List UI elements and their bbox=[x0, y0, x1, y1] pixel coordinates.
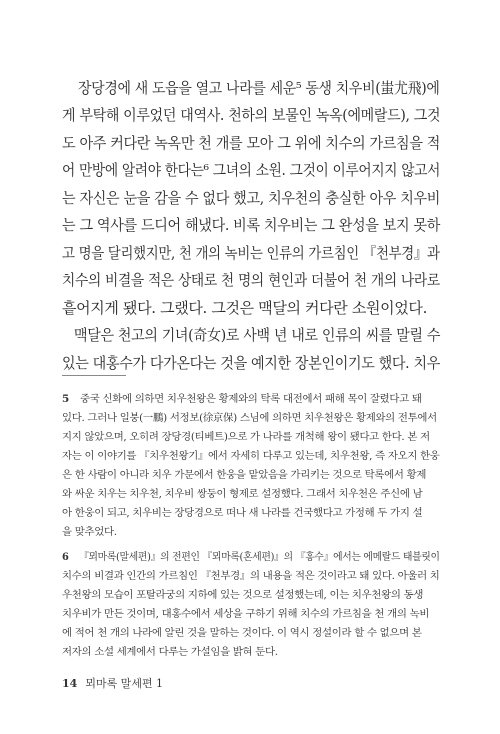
footnote-5-line: 지지 않았으며, 오히려 장당경(티베트)으로 가 나라를 개척해 왕이 됐다고 한다. 본 저 bbox=[62, 431, 430, 443]
page-footer bbox=[62, 675, 163, 691]
footnote-5-line: 아 한웅이 되고, 치우비는 장당경으로 떠나 새 나라를 건국했다고 가정해 두 가지 설 bbox=[62, 507, 423, 519]
footnote-5-line: 자는 이 이야기를 『치우천왕기』에서 자세히 다루고 있는데, 치우천왕, 즉 자오지 한웅 bbox=[62, 450, 440, 462]
footnote-text: 중국 신화에 의하면 치우천왕은 황제와의 탁록 대전에서 패해 목이 잘렸다고 돼 bbox=[80, 393, 422, 405]
body-line: 어 만방에 알려야 한다는⁶ 그녀의 소원. 그것이 이루어지지 않고서 bbox=[62, 161, 441, 179]
footnote-5-line: 와 싸운 치우는 치우천, 치우비 쌍둥이 형제로 설정했다. 그래서 치우천은 주신에 남 bbox=[62, 488, 423, 500]
footnote-6-line bbox=[62, 550, 440, 564]
body-line: 도 아주 커다란 녹옥만 천 개를 모아 그 위에 치수의 가르침을 적 bbox=[62, 134, 441, 152]
body-line: 장당경에 새 도읍을 열고 나라를 세운⁵ 동생 치우비(蚩尤飛)에 bbox=[78, 79, 440, 97]
body-line: 고 명을 달리했지만, 천 개의 녹비는 인류의 가르침인 『천부경』과 bbox=[62, 244, 440, 262]
body-line: 치수의 비결을 적은 상태로 천 명의 현인과 더불어 천 개의 나라로 bbox=[62, 271, 440, 289]
footnote-5-line: 을 맞추었다. bbox=[62, 526, 117, 538]
body-line: 게 부탁해 이루었던 대역사. 천하의 보물인 녹옥(에메랄드), 그것 bbox=[62, 106, 441, 124]
book-title: 뫼마록 말세편 1 bbox=[85, 677, 164, 690]
body-line: 는 자신은 눈을 감을 수 없다 했고, 치우천의 충실한 아우 치우비 bbox=[62, 189, 441, 207]
footnote-6-line: 에 적어 천 개의 나라에 알린 것을 말하는 것이다. 이 역시 정설이라 할 수 없으며 본 bbox=[62, 627, 422, 639]
footnote-6-line: 우천왕의 모습이 포탈라궁의 지하에 있는 것으로 설정했는데, 이는 치우천왕의 동생 bbox=[62, 589, 424, 601]
body-line: 있는 대홍수가 다가온다는 것을 예지한 장본인이기도 했다. 치우 bbox=[62, 354, 441, 372]
footnote-6-line: 치수의 비결과 인간의 가르침인 『천부경』의 내용을 적은 것이라고 돼 있다. 아울러 치 bbox=[62, 570, 440, 582]
footnote-5-line: 있다. 그러나 일붕(一鵬) 서정보(徐京保) 스님에 의하면 치우천왕은 황제와의 전투에서 bbox=[62, 412, 437, 424]
footnote-6-line: 치우비가 만든 것이며, 대홍수에서 세상을 구하기 위해 치수의 가르침을 천 개의 녹비 bbox=[62, 608, 430, 620]
page-number: 14 bbox=[62, 677, 78, 690]
body-line: 맥달은 천고의 기녀(奇女)로 사백 년 내로 인류의 씨를 말릴 수 bbox=[74, 326, 441, 344]
footnote-5-line bbox=[62, 392, 422, 406]
footnote-5-line: 은 한 사람이 아니라 치우 가문에서 한웅을 맡았음을 가리키는 것으로 탁록에서 황제 bbox=[62, 469, 427, 481]
footnote-number: 5 bbox=[62, 393, 69, 405]
footnote-text: 『뫼마록(말세편)』의 전편인 『뫼마록(혼세편)』의 『홍수』에서는 에메랄드 태블릿이 bbox=[78, 551, 440, 563]
body-line: 흩어지게 됐다. 그랬다. 그것은 맥달의 커다란 소원이었다. bbox=[62, 299, 427, 317]
footnote-divider bbox=[62, 375, 126, 376]
footnote-number: 6 bbox=[62, 551, 69, 563]
footnote-6-line: 저자의 소설 세계에서 다루는 가설임을 밝혀 둔다. bbox=[62, 646, 278, 658]
body-line: 는 그 역사를 드디어 해냈다. 비록 치우비는 그 완성을 보지 못하 bbox=[62, 216, 441, 234]
